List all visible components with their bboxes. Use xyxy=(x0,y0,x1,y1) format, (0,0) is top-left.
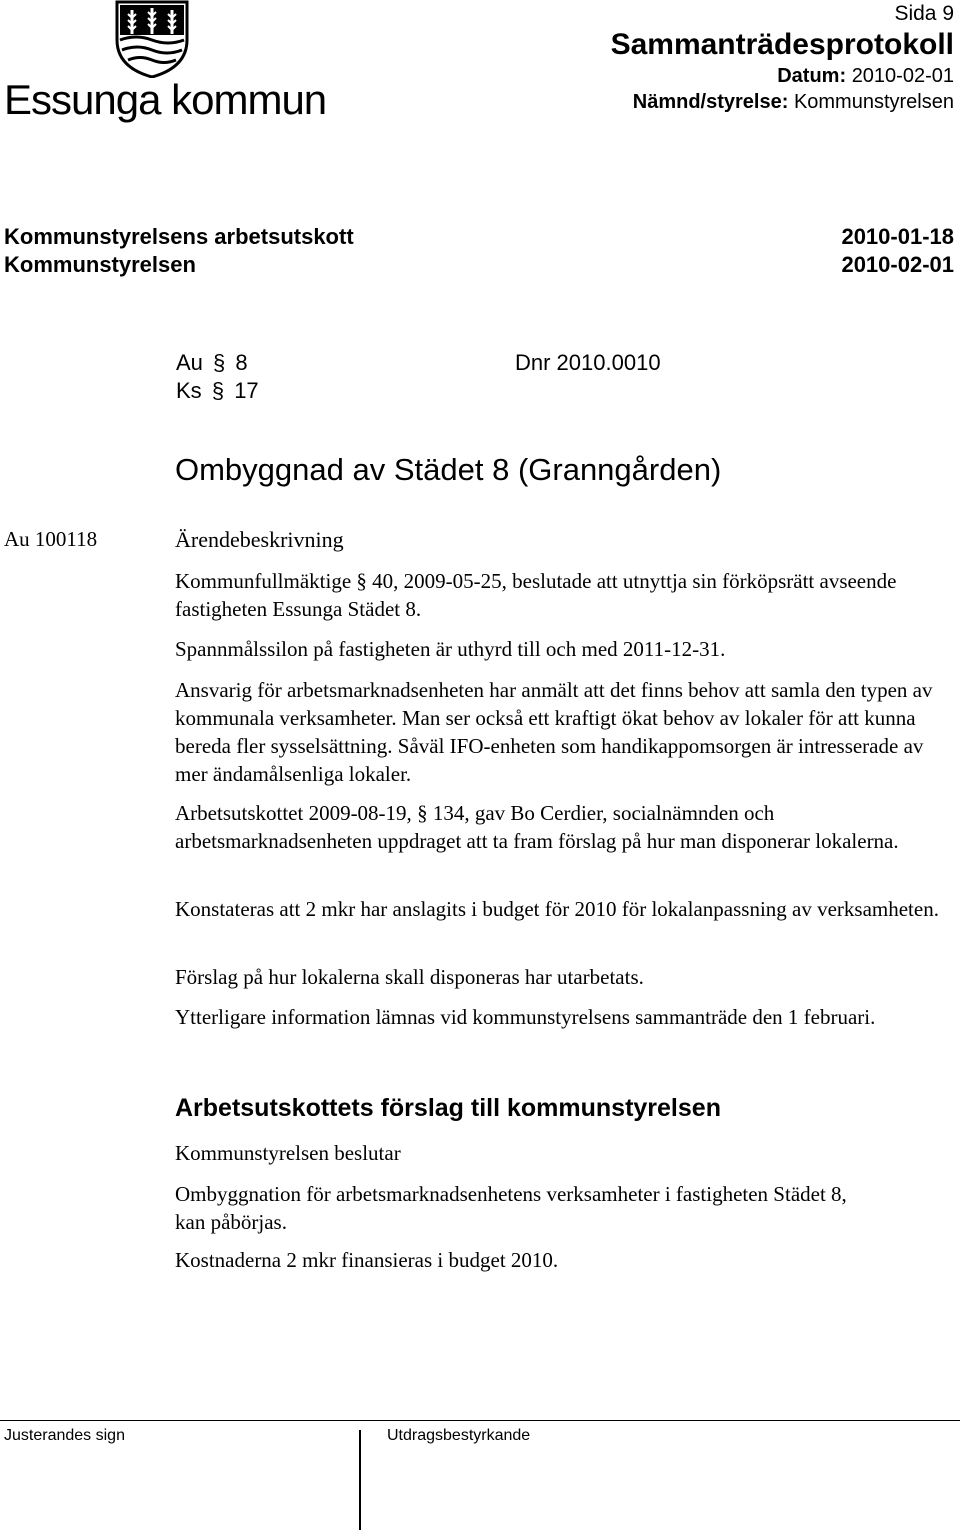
municipality-logo xyxy=(4,0,327,125)
proposal-item: Ombyggnation för arbetsmarknadsenhetens verksamheter i fastigheten Städet 8, kan påbörjas. xyxy=(175,1182,847,1234)
proposal-intro: Kommunstyrelsen beslutar xyxy=(175,1141,401,1165)
description-paragraph: Ytterligare information lämnas vid kommunstyrelsens sammanträde den 1 februari. xyxy=(175,1005,876,1029)
section-sign: § xyxy=(356,569,367,593)
proposal-item: Kostnaderna 2 mkr finansieras i budget 2010. xyxy=(175,1248,559,1272)
description-heading: Ärendebeskrivning xyxy=(175,527,344,552)
meeting-date: 2010-01-18 xyxy=(841,224,954,249)
proposal-heading: Arbetsutskottets förslag till kommunstyrelsen xyxy=(175,1094,721,1122)
document-title: Sammanträdesprotokoll xyxy=(610,28,954,61)
description-paragraph: Ansvarig för arbetsmarknadsenheten har anmält att det finns behov att samla den typen av kommunala verksamheter. Man ser också ett kraftigt ökat behov av lokaler för att kunna bereda fler sysselsättning. Såväl IFO-enheten som handikappomsorgen är intresserade av mer ändamålsenliga lokaler. xyxy=(175,678,933,786)
coat-of-arms-icon xyxy=(112,0,192,78)
margin-reference: Au 100118 xyxy=(4,527,98,551)
section-sign: § xyxy=(213,350,226,375)
dnr-reference: Dnr 2010.0010 xyxy=(515,350,661,375)
board-line xyxy=(633,91,954,114)
section-sign: § xyxy=(211,378,225,403)
au-paragraph-ref: Au § 8 xyxy=(176,350,248,375)
board-value: Kommunstyrelsen xyxy=(793,91,954,113)
case-title: Ombyggnad av Städet 8 (Granngården) xyxy=(175,452,722,487)
signature-box-divider xyxy=(359,1430,361,1530)
page-number: Sida 9 xyxy=(894,2,954,25)
meeting-name: Kommunstyrelsen xyxy=(4,252,196,277)
description-paragraph: Arbetsutskottet 2009-08-19, § 134, gav Bo Cerdier, socialnämnden och arbetsmarknadsenheten uppdraget att ta fram förslag på hur man disponerar lokalerna. xyxy=(175,801,899,853)
date-value: 2010-02-01 xyxy=(851,65,954,87)
description-paragraph: Förslag på hur lokalerna skall disponeras har utarbetats. xyxy=(175,965,644,989)
section-sign: § xyxy=(417,801,428,825)
description-paragraph: Konstateras att 2 mkr har anslagits i budget för 2010 för lokalanpassning av verksamheten. xyxy=(175,897,939,921)
board-label: Nämnd/styrelse: xyxy=(632,91,789,113)
footer-divider xyxy=(0,1420,960,1421)
date-line xyxy=(777,65,954,88)
sign-label: Justerandes sign xyxy=(4,1427,125,1444)
org-name: Essunga kommun xyxy=(4,76,327,123)
meeting-name: Kommunstyrelsens arbetsutskott xyxy=(4,224,354,249)
date-label: Datum: xyxy=(777,65,847,87)
meeting-date: 2010-02-01 xyxy=(841,252,954,277)
extract-label: Utdragsbestyrkande xyxy=(387,1427,531,1444)
description-paragraph: Kommunfullmäktige § 40, 2009-05-25, beslutade att utnyttja sin förköpsrätt avseende fastigheten Essunga Städet 8. xyxy=(175,569,897,621)
ks-paragraph-ref: Ks § 17 xyxy=(176,378,259,403)
description-paragraph: Spannmålssilon på fastigheten är uthyrd till och med 2011-12-31. xyxy=(175,637,726,661)
